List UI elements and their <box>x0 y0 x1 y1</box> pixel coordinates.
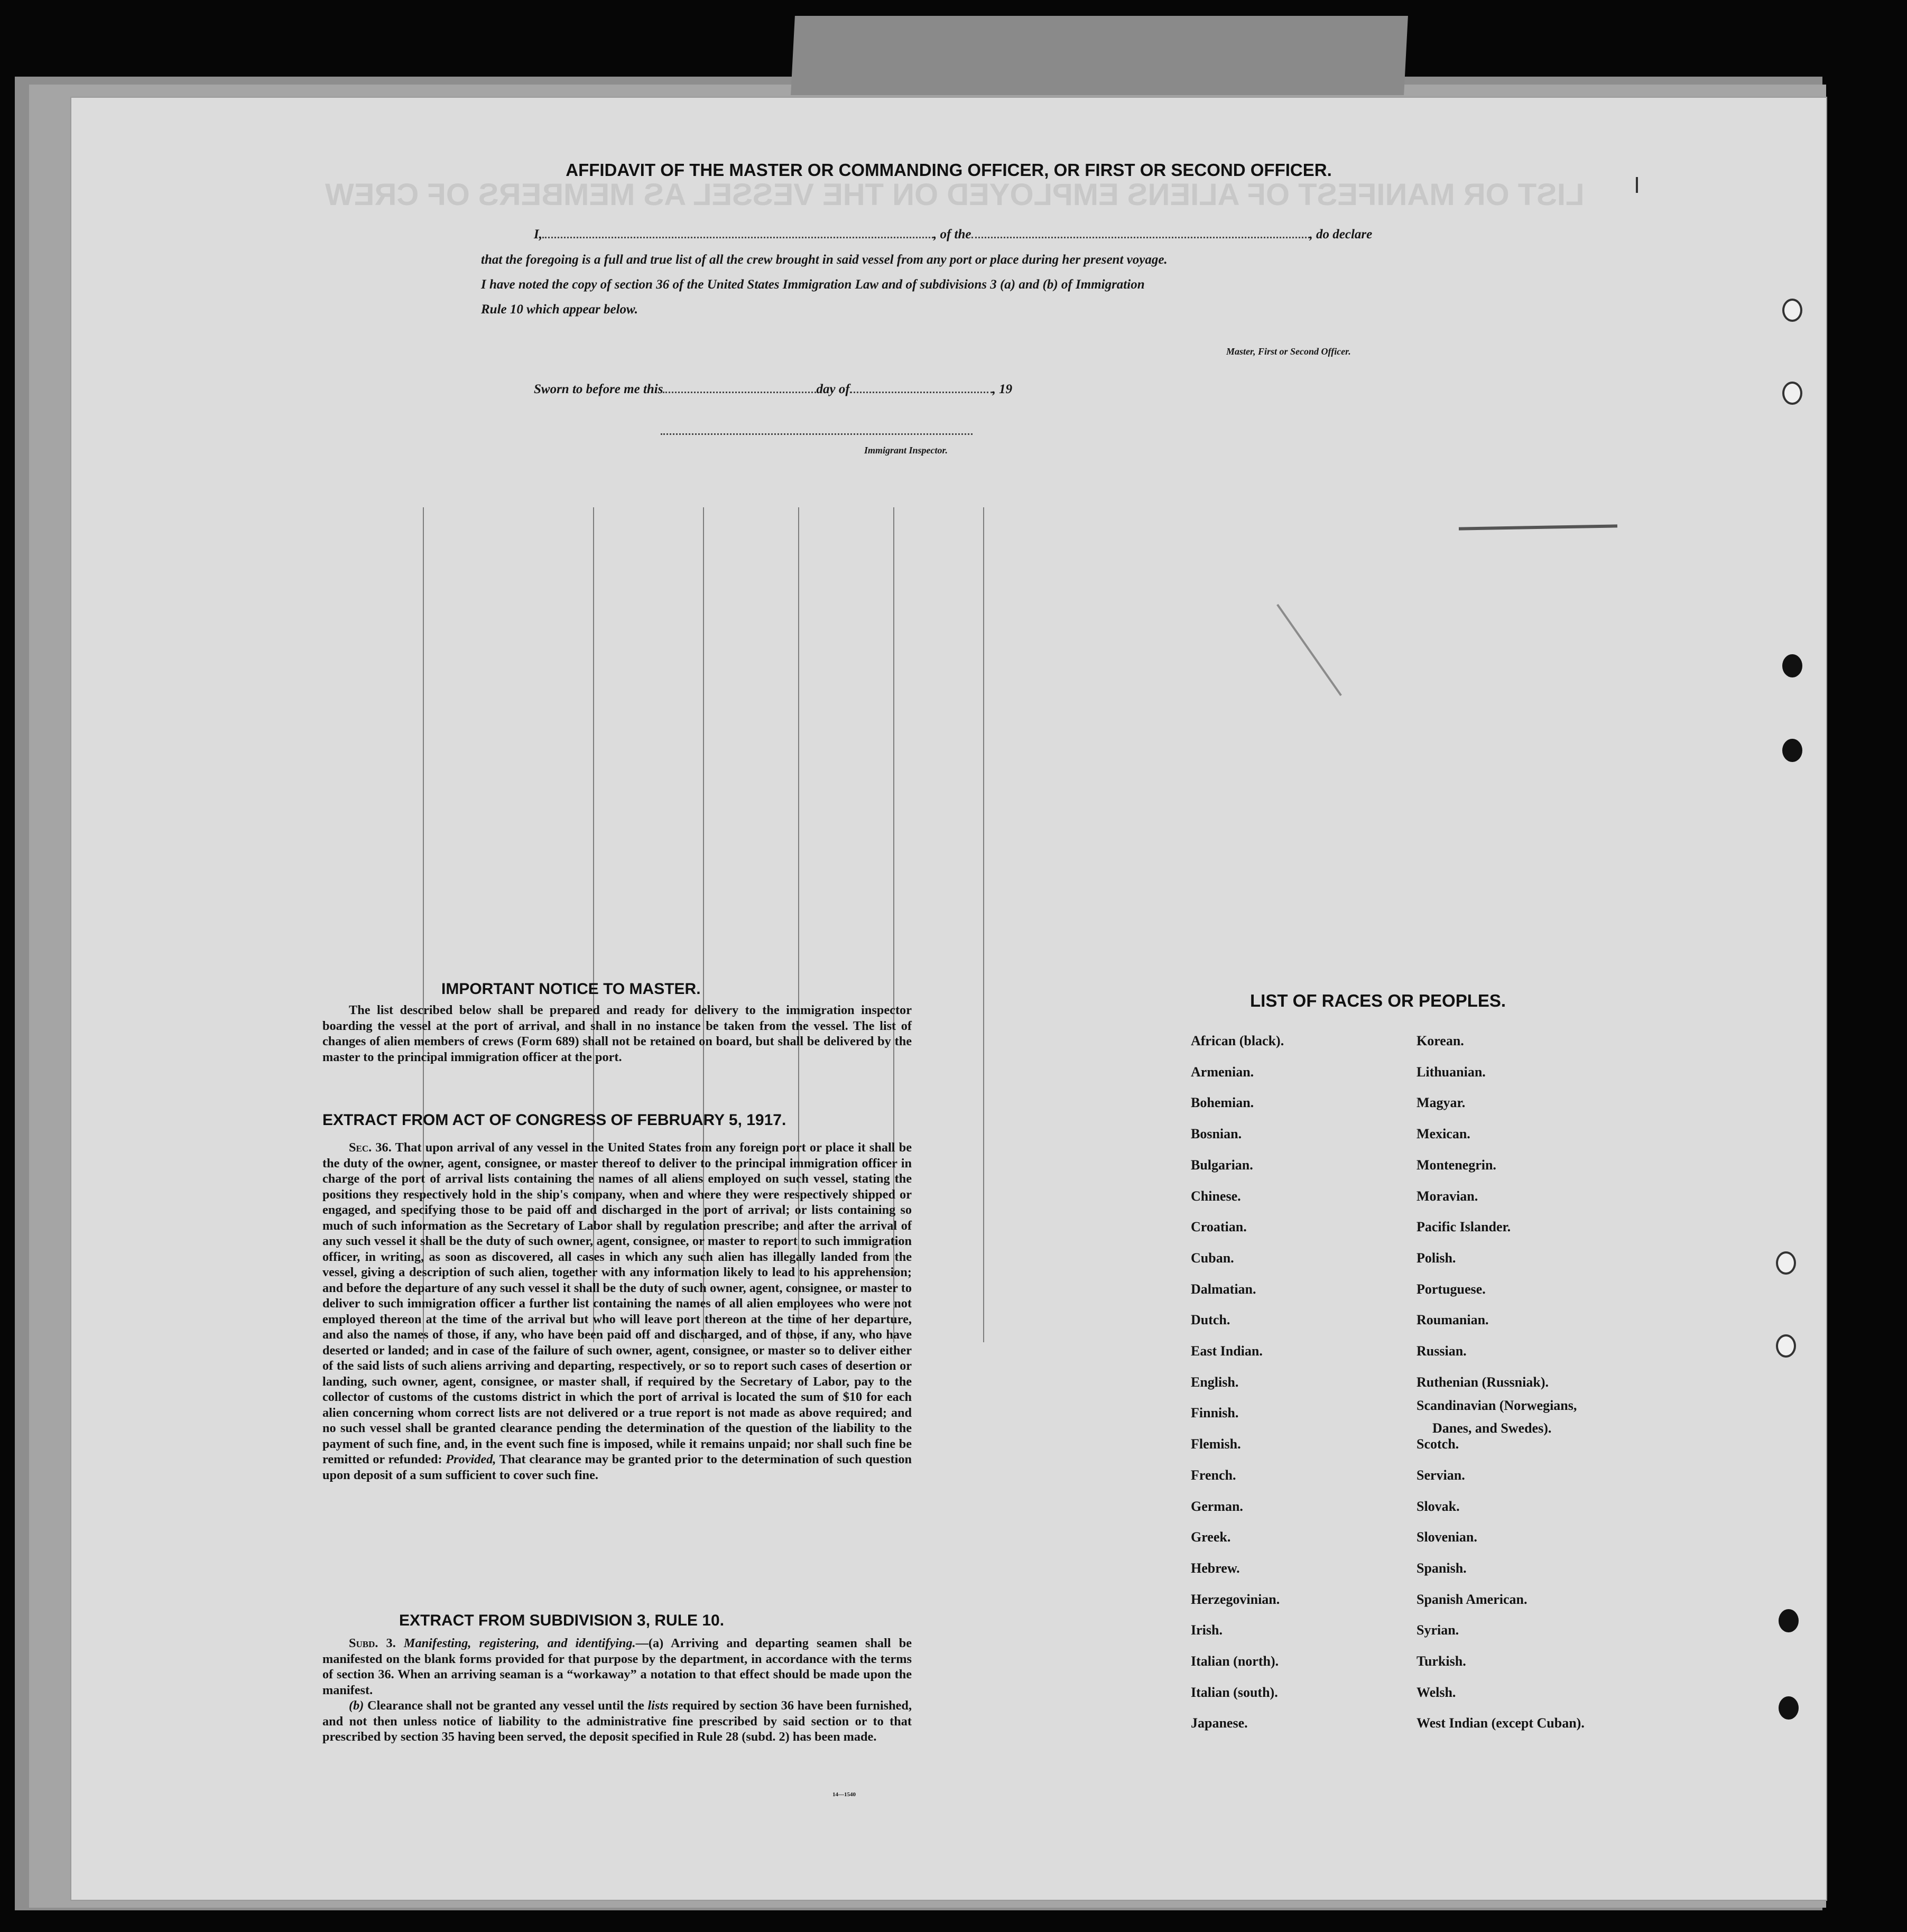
race-item: Danes, and Swedes). <box>1432 1420 1552 1436</box>
race-item: English. <box>1191 1374 1239 1390</box>
race-item: Mexican. <box>1417 1126 1470 1142</box>
race-item: Spanish American. <box>1417 1591 1528 1607</box>
day-of-label: day of <box>816 382 850 396</box>
rule-title: EXTRACT FROM SUBDIVISION 3, RULE 10. <box>399 1612 725 1629</box>
year-label: , 19 <box>992 382 1013 396</box>
race-item: Hebrew. <box>1191 1560 1240 1576</box>
back-sheet <box>791 16 1408 95</box>
binder-hole <box>1782 382 1802 405</box>
binder-hole <box>1782 299 1802 322</box>
race-item: Scandinavian (Norwegians, <box>1417 1398 1577 1414</box>
ink-mark <box>1636 177 1638 193</box>
race-item: Chinese. <box>1191 1188 1241 1204</box>
sworn-line <box>534 382 1012 397</box>
race-item: Italian (north). <box>1191 1654 1279 1669</box>
sworn-label: Sworn to before me this <box>534 382 663 396</box>
race-item: Korean. <box>1417 1033 1464 1048</box>
act-paragraph <box>322 1140 912 1483</box>
binder-hole <box>1776 1334 1796 1358</box>
race-item: Herzegovinian. <box>1191 1591 1280 1607</box>
affidavit-line-2: that the foregoing is a full and true list of all the crew brought in said vessel from any port or place during her present voyage. <box>481 253 1168 267</box>
act-body-end: That clearance may be granted prior to the determination of such question upon deposit of a sum sufficient to cover such fine. <box>322 1452 912 1482</box>
race-item: Flemish. <box>1191 1436 1241 1452</box>
race-item: East Indian. <box>1191 1343 1263 1359</box>
affidavit-line-3: I have noted the copy of section 36 of the United States Immigration Law and of subdivisions 3 (a) and (b) of Immigration <box>481 277 1145 292</box>
inspector-label: Immigrant Inspector. <box>864 445 948 456</box>
race-item: Slovak. <box>1417 1498 1460 1514</box>
race-item: Ruthenian (Russniak). <box>1417 1374 1549 1390</box>
race-item: Japanese. <box>1191 1715 1248 1731</box>
rule-a-text: —(a) Arriving and departing seamen shall be manifested on the blank forms provided for that purpose by the department, in accordance with the terms of section 36. When an arriving seaman is a “workaway” a notation to that effect should be made upon the manifest. <box>322 1636 912 1697</box>
rule-b-text-1: Clearance shall not be granted any vessel until the <box>367 1698 644 1713</box>
race-item: Italian (south). <box>1191 1684 1278 1700</box>
inspector-signature-blank <box>661 433 973 435</box>
race-item: Finnish. <box>1191 1405 1239 1421</box>
name-blank <box>542 237 933 238</box>
affidavit-of-the: , of the <box>933 227 971 242</box>
act-body: That upon arrival of any vessel in the United States from any foreign port or place it shall be the duty of the owner, agent, consignee, or master thereof to deliver to the principal immigration officer in charge of the port of arrival lists containing the names of all aliens employed on such vessel, stating the positions they respectively hold in the ship's company, when and where they were respectively shipped or engaged, and specifying those to be paid off and discharged in the port of arrival; or lists containing so much of such information as the Secretary of Labor shall by regulation prescribe; and after the arrival of any such vessel it shall be the duty of such owner, agent, consignee, or master to report to such immigration officer, in writing, as soon as discovered, all cases in which any such alien has illegally landed from the vessel, giving a description of such alien, together with any information likely to lead to his apprehension; and before the departure of any such vessel it shall be the duty of such owner, agent, consignee, or master to deliver to such immigration officer a further list containing the names of all alien employees who were not employed thereon at the time of the arrival but who will leave port thereon at the time of her departure, and also the names of those, if any, who have been paid off and discharged, and of those, if any, who have deserted or landed; and in case of the failure of such owner, agent, consignee, or master so to deliver either of the said lists of such aliens arriving and departing, respectively, or so to report such cases of desertion or landing, such owner, agent, consignee, or master shall, if required by the Secretary of Labor, pay to the collector of customs of the customs district in which the port of arrival is located the sum of $10 for each alien concerning whom correct lists are not delivered or a true report is not made as above required; and no such vessel shall be granted clearance pending the determination of the question of the liability to the payment of such fine, and, in the event such fine is imposed, while it remains unpaid; nor shall such fine be remitted or refunded: <box>322 1140 912 1466</box>
provided-word: Provided, <box>446 1452 496 1466</box>
binder-hole <box>1779 1609 1799 1632</box>
notice-paragraph: The list described below shall be prepared and ready for delivery to the immigration inspector boarding the vessel at the port of arrival, and shall in no instance be taken from the vessel. The list of changes of alien members of crews (Form 689) shall not be retained on board, but shall be delivered by the master to the principal immigration officer at the port. <box>322 1003 912 1064</box>
race-item: French. <box>1191 1467 1236 1483</box>
rule-paragraph-b <box>322 1698 912 1745</box>
rule-paragraph-a <box>322 1636 912 1698</box>
bleed-through-heading: LIST OR MANIFEST OF ALIENS EMPLOYED ON THE VESSEL AS MEMBERS OF CREW <box>325 178 1585 212</box>
race-item: Roumanian. <box>1417 1312 1489 1328</box>
race-item: Magyar. <box>1417 1095 1466 1111</box>
race-item: West Indian (except Cuban). <box>1417 1715 1585 1731</box>
race-item: Welsh. <box>1417 1684 1456 1700</box>
race-item: Montenegrin. <box>1417 1157 1496 1173</box>
subd-heading: Manifesting, registering, and identifying. <box>403 1636 636 1650</box>
affidavit-declaration-line <box>534 227 1372 242</box>
rule-b-text-2: required by section 36 have been furnished, and not then unless notice of liability to the administrative fine prescribed by said section or to that prescribed by section 35 having been served, the deposit specified in Rule 28 (subd. 2) has been made. <box>322 1698 912 1744</box>
races-title: LIST OF RACES OR PEOPLES. <box>1250 991 1506 1010</box>
race-item: Armenian. <box>1191 1064 1254 1080</box>
notice-title: IMPORTANT NOTICE TO MASTER. <box>441 980 701 998</box>
notice-text <box>322 1002 912 1065</box>
binder-hole <box>1776 1251 1796 1275</box>
binder-hole <box>1779 1696 1799 1720</box>
race-item: Croatian. <box>1191 1219 1247 1235</box>
race-item: Turkish. <box>1417 1654 1466 1669</box>
race-item: Bohemian. <box>1191 1095 1254 1111</box>
form-sheet <box>71 98 1826 1900</box>
form-number: 14—1540 <box>832 1791 856 1798</box>
race-item: Servian. <box>1417 1467 1465 1483</box>
race-item: Dalmatian. <box>1191 1281 1256 1297</box>
race-item: Syrian. <box>1417 1622 1459 1638</box>
rule-b-lists: lists <box>647 1698 669 1713</box>
month-blank <box>850 392 993 393</box>
act-title: EXTRACT FROM ACT OF CONGRESS OF FEBRUARY 5, 1917. <box>322 1111 786 1129</box>
race-item: Cuban. <box>1191 1250 1234 1266</box>
race-item: Spanish. <box>1417 1560 1467 1576</box>
affidavit-declare: , do declare <box>1309 227 1373 242</box>
race-item: African (black). <box>1191 1033 1284 1048</box>
race-item: Portuguese. <box>1417 1281 1486 1297</box>
binder-hole <box>1782 654 1802 677</box>
rule-text <box>322 1636 912 1745</box>
ink-mark <box>1276 604 1342 696</box>
subd-label: Subd. 3. <box>349 1636 396 1650</box>
act-text <box>322 1140 912 1483</box>
race-item: Bulgarian. <box>1191 1157 1253 1173</box>
column-rule <box>983 507 984 1342</box>
binder-hole <box>1782 739 1802 762</box>
affidavit-i: I, <box>534 227 542 242</box>
race-item: Scotch. <box>1417 1436 1459 1452</box>
race-item: Dutch. <box>1191 1312 1230 1328</box>
affidavit-line-4: Rule 10 which appear below. <box>481 302 638 317</box>
sec-label: Sec. 36. <box>349 1140 392 1155</box>
race-item: Pacific Islander. <box>1417 1219 1511 1235</box>
race-item: Polish. <box>1417 1250 1456 1266</box>
day-blank <box>663 392 816 393</box>
race-item: Slovenian. <box>1417 1529 1477 1545</box>
b-label: (b) <box>349 1698 364 1713</box>
affidavit-title: AFFIDAVIT OF THE MASTER OR COMMANDING OFFICER, OR FIRST OR SECOND OFFICER. <box>566 160 1332 180</box>
ink-mark <box>1459 524 1617 530</box>
race-item: Lithuanian. <box>1417 1064 1486 1080</box>
master-signature-label: Master, First or Second Officer. <box>1226 346 1351 357</box>
race-item: Greek. <box>1191 1529 1231 1545</box>
race-item: German. <box>1191 1498 1243 1514</box>
race-item: Russian. <box>1417 1343 1467 1359</box>
vessel-blank <box>971 237 1310 238</box>
race-item: Irish. <box>1191 1622 1223 1638</box>
race-item: Moravian. <box>1417 1188 1478 1204</box>
race-item: Bosnian. <box>1191 1126 1242 1142</box>
